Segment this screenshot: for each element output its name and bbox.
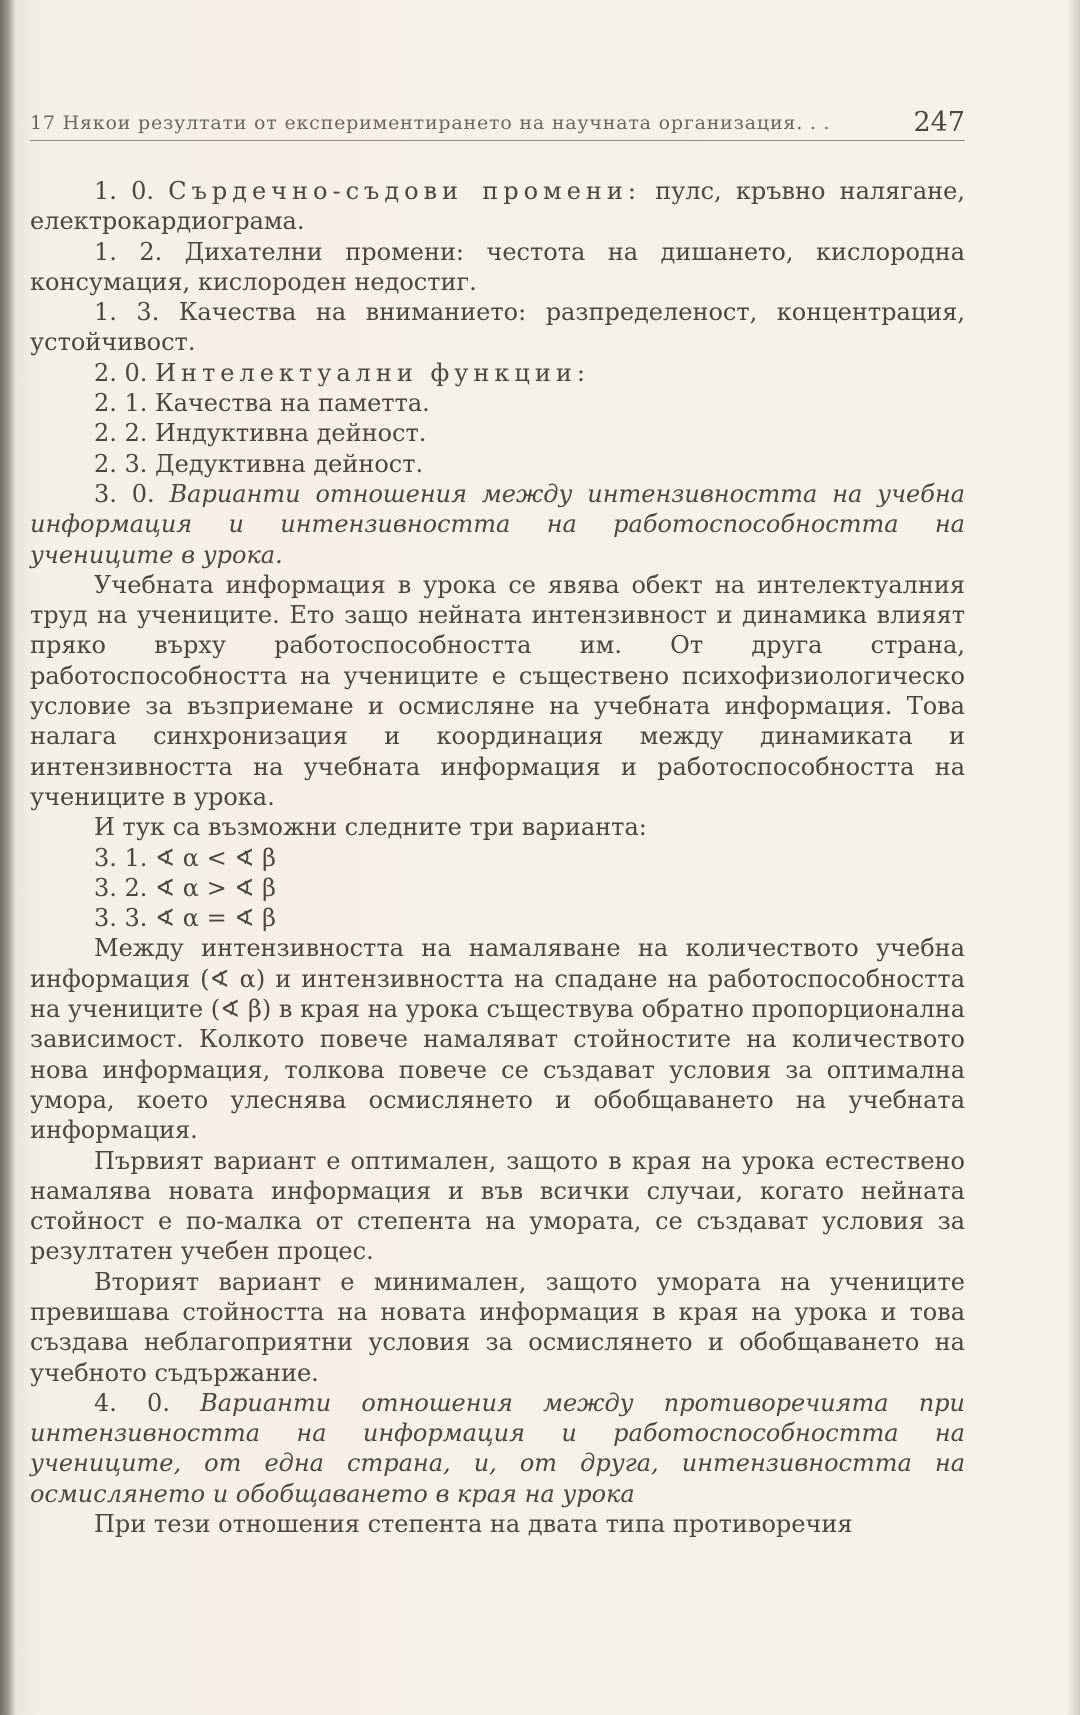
running-header xyxy=(30,98,965,141)
item-4-0 xyxy=(30,1388,965,1509)
item-2-1: 2. 1. Качества на паметта. xyxy=(94,389,430,418)
paragraph-information: Учебната информация в урока се явява обект на интелектуалния труд на учениците. Ето защо нейната интензивност и динамика влияят пряко върху работоспособността им. От друга страна, работоспособността на учениците е съществено психофизиологическо условие за възприемане и осмисляне на учебната информация. Това налага синхронизация и координация между динамиката и интензивността на учебната информация и работоспособността на учениците в урока. xyxy=(30,570,965,811)
item-1-3: 1. 3. Качества на вниманието: разпределеност, концентрация, устойчивост. xyxy=(30,298,965,357)
paragraph-second-variant: Вторият вариант е минимален, защото умората на учениците превишава стойността на новата информация в края на урока и това създава неблагоприятни условия за осмислянето и обобщаването на учебното съдържание. xyxy=(30,1267,965,1387)
item-2-2: 2. 2. Индуктивна дейност. xyxy=(94,419,427,448)
body-text xyxy=(30,176,965,1539)
item-1-0-heading: Сърдечно-съдови промени: xyxy=(168,177,641,205)
item-1-0 xyxy=(30,176,965,237)
item-4-0-number: 4. 0. xyxy=(94,1388,170,1417)
item-1-0-number: 1. 0. xyxy=(94,177,154,205)
formula-3-2: 3. 2. ∢ α > ∢ β xyxy=(94,873,276,902)
paragraph-variants-intro: И тук са възможни следните три варианта: xyxy=(94,813,647,842)
item-3-0 xyxy=(30,479,965,570)
item-2-0 xyxy=(30,358,965,388)
item-3-0-number: 3. 0. xyxy=(94,479,155,508)
item-2-3: 2. 3. Дедуктивна дейност. xyxy=(94,449,424,478)
item-4-0-heading: Варианти отношения между противоречията при интензивността на информация и работоспособността на учениците, от една страна, и, от друга, интензивността на осмислянето и обобщаването в края на урока xyxy=(30,1388,965,1508)
page-edge-shadow xyxy=(1066,0,1080,1715)
item-1-2: 1. 2. Дихателни промени: честота на дишането, кислородна консумация, кислороден недостиг. xyxy=(30,237,965,296)
paragraph-first-variant: Първият вариант е оптимален, защото в края на урока естествено намалява новата информация и във всички случаи, когато нейната стойност е по-малка от степента на умората, се създават условия за резултатен учебен процес. xyxy=(30,1146,965,1266)
running-title: 17 Някои резултати от експериментирането на научната организация. . . xyxy=(30,112,831,134)
paragraph-contradictions: При тези отношения степента на двата типа противоречия xyxy=(94,1510,853,1539)
item-2-0-number: 2. 0. xyxy=(94,358,148,387)
item-1-0-text: пулс, кръвно налягане, електрокардиограма. xyxy=(30,177,966,236)
item-3-0-heading: Варианти отношения между интензивността на учебна информация и интензивността на работоспособността на учениците в урока. xyxy=(30,479,965,569)
page-number: 247 xyxy=(913,107,965,138)
formula-3-3: 3. 3. ∢ α = ∢ β xyxy=(94,904,276,933)
formula-3-1: 3. 1. ∢ α < ∢ β xyxy=(94,843,276,872)
item-2-0-heading: Интелектуални функции: xyxy=(155,358,590,387)
paragraph-dependency: Между интензивността на намаляване на количеството учебна информация (∢ α) и интензивността на спадане на работоспособността на учениците (∢ β) в края на урока съществува обратно пропорционална зависимост. Колкото повече намаляват стойностите на количеството нова информация, толкова повече се създават условия за оптимална умора, което улеснява осмислянето и обобщаването на учебната информация. xyxy=(30,934,965,1145)
